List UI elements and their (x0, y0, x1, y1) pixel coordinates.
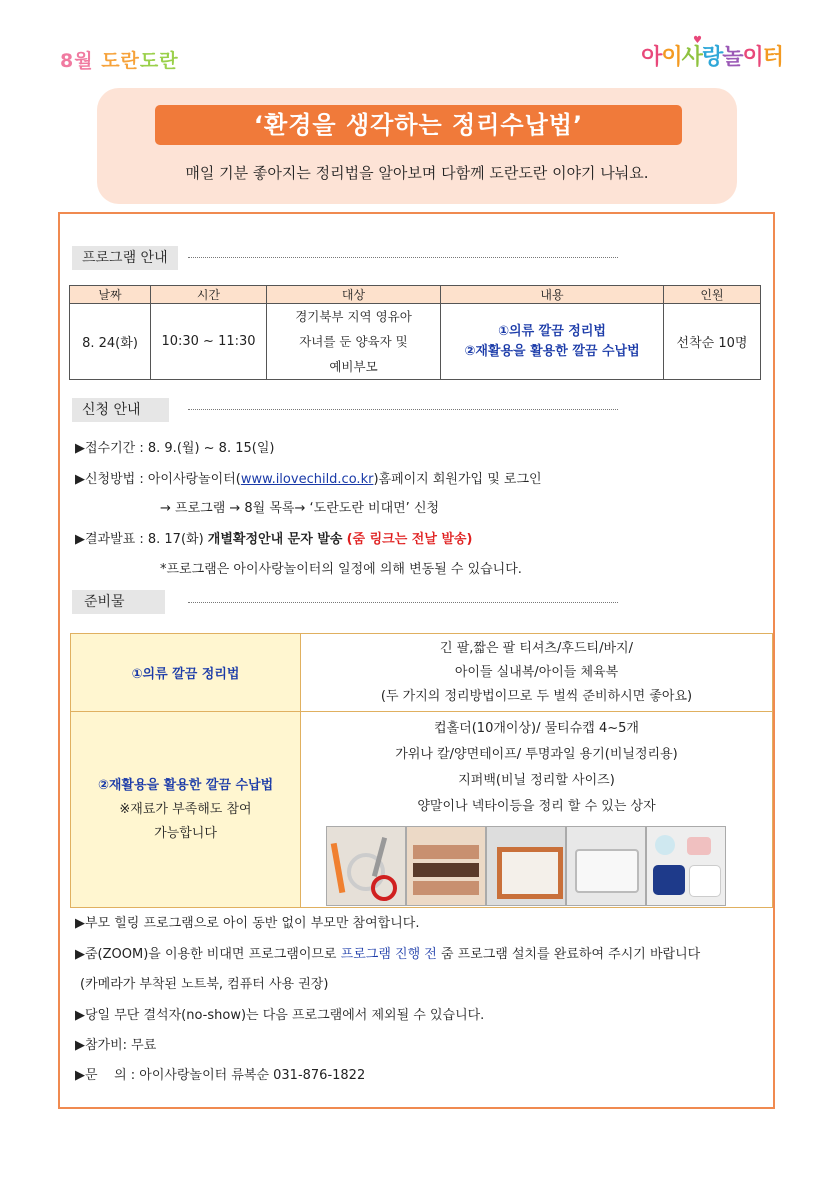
wipe-caps-photo (646, 826, 726, 906)
section-label-apply: 신청 안내 (72, 398, 169, 422)
box-photo (486, 826, 566, 906)
cup-holders-photo (406, 826, 486, 906)
apply-note: *프로그램은 아이사랑놀이터의 일정에 의해 변동될 수 있습니다. (160, 562, 522, 577)
divider (188, 602, 618, 603)
program-table (69, 285, 761, 380)
prep-item1-label: ①의류 깔끔 정리법 (71, 634, 301, 712)
section-label-prep: 준비물 (72, 590, 165, 614)
program-table-wrap (69, 285, 761, 380)
scissors-tape-photo (326, 826, 406, 906)
material-photos (326, 826, 771, 906)
cell-people: 선착순 10명 (664, 304, 761, 380)
apply-result: ▶결과발표 : 8. 17(화) 개별확정안내 문자 발송 (줌 링크는 전날 발송) (75, 532, 473, 547)
prep-item2-detail: 컵홀더(10개이상)/ 물티슈캡 4~5개 가위나 칼/양면테이프/ 투명과일 용기(비닐정리용) 지퍼백(비닐 정리할 사이즈) 양말이나 넥타이등을 정리 할 수 있는 상자 (301, 712, 773, 908)
prep-item1-detail: 긴 팔,짧은 팔 티셔츠/후드티/바지/ 아이들 실내복/아이들 체육복 (두 가지의 정리방법이므로 두 벌씩 준비하시면 좋아요) (301, 634, 773, 712)
note-contact: ▶문 의 : 아이사랑놀이터 류복순 031-876-1822 (75, 1068, 366, 1083)
prep-table-wrap (70, 633, 773, 908)
apply-period: ▶접수기간 : 8. 9.(월) ~ 8. 15(일) (75, 441, 275, 456)
column-header: 날짜 (70, 286, 151, 304)
column-header: 시간 (151, 286, 267, 304)
note-camera: (카메라가 부착된 노트북, 컴퓨터 사용 권장) (80, 977, 329, 992)
page-subtitle: 매일 기분 좋아지는 정리법을 알아보며 다함께 도란도란 이야기 나눠요. (185, 164, 649, 182)
column-header: 대상 (267, 286, 441, 304)
note-zoom: ▶줌(ZOOM)을 이용한 비대면 프로그램이므로 프로그램 진행 전 줌 프로그램 설치를 완료하여 주시기 바랍니다 (75, 947, 701, 962)
clear-container-photo (566, 826, 646, 906)
column-header: 인원 (664, 286, 761, 304)
heart-icon: ♥ (693, 35, 702, 46)
cell-target: 경기북부 지역 영유아 자녀를 둔 양육자 및 예비부모 (267, 304, 441, 380)
apply-method: ▶신청방법 : 아이사랑놀이터(www.ilovechild.co.kr)홈페이지 회원가입 및 로그인 (75, 472, 542, 487)
month-tag: 8월 도란도란 (60, 50, 179, 72)
note-fee: ▶참가비: 무료 (75, 1038, 157, 1053)
page-title: ‘환경을 생각하는 정리수납법’ (155, 105, 682, 145)
prep-table (70, 633, 773, 908)
section-label-program: 프로그램 안내 (72, 246, 178, 270)
cell-date: 8. 24(화) (70, 304, 151, 380)
homepage-link[interactable]: www.ilovechild.co.kr (240, 472, 374, 487)
note-no-show: ▶당일 무단 결석자(no-show)는 다음 프로그램에서 제외될 수 있습니다. (75, 1008, 485, 1023)
divider (188, 257, 618, 258)
column-header: 내용 (441, 286, 664, 304)
apply-method-line2: → 프로그램 → 8월 목록→ ‘도란도란 비대면’ 신청 (160, 501, 440, 516)
prep-item2-label: ②재활용을 활용한 깔끔 수납법 ※재료가 부족해도 참여 가능합니다 (71, 712, 301, 908)
cell-time: 10:30 ~ 11:30 (151, 304, 267, 380)
note-parent-only: ▶부모 힐링 프로그램으로 아이 동반 없이 부모만 참여합니다. (75, 916, 420, 931)
divider (188, 409, 618, 410)
logo: 아이사랑놀이터 (641, 45, 783, 70)
cell-content: ①의류 깔끔 정리법 ②재활용을 활용한 깔끔 수납법 (441, 304, 664, 380)
